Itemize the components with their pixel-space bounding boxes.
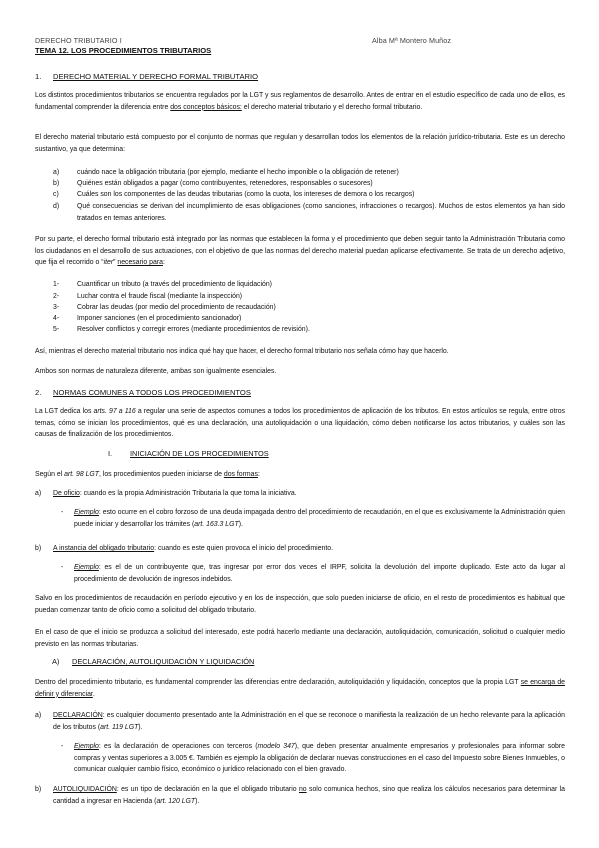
subsection-heading [52, 657, 254, 666]
paragraph: Salvo en los procedimientos de recaudación en período ejecutivo y en los de inspección, que solo pueden iniciarse de oficio, en el resto de procedimientos es habitual que puedan comenzar tanto de oficio como a solicitud del obligado tributario. [35, 595, 565, 614]
subsection-title: DECLARACIÓN, AUTOLIQUIDACIÓN Y LIQUIDACIÓN [72, 657, 255, 666]
paragraph: Dentro del procedimiento tributario, es fundamental comprender las diferencias entre declaración, autoliquidación y liquidación, conceptos que la propia LGT se encarga de definir y diferenciar. [35, 679, 565, 698]
subsection-number: I. [108, 449, 113, 458]
paragraph: Según el art. 98 LGT, los procedimientos pueden iniciarse de dos formas: [35, 471, 260, 478]
paragraph: En el caso de que el inicio se produzca a solicitud del interesado, este podrá hacerlo mediante una declaración, autoliquidación, comunicación, solicitud o cualquier medio previsto en las normas tributarias. [35, 629, 565, 648]
section-1-heading [35, 72, 258, 81]
section-number: 1. [35, 72, 42, 81]
header-course: DERECHO TRIBUTARIO I [35, 36, 122, 45]
paragraph: Por su parte, el derecho formal tributario está integrado por las normas que establecen la forma y el procedimiento que deben seguir tanto la Administración Tributaria como los ciudadanos en el desarrollo de sus actuaciones, con el objetivo de que las normas del derecho material puedan aplicarse efectivamente. Se trata de un derecho adjetivo, que fija el recorrido o “iter” necesario para: [35, 236, 565, 266]
document-page: DERECHO TRIBUTARIO I Alba Mª Montero Muñoz TEMA 12. LOS PROCEDIMIENTOS TRIBUTARIOS 1. DERECHO MATERIAL Y DERECHO FORMAL TRIBUTARIO Los distintos procedimientos tributarios se encuentra regulados por la LGT y sus reglamentos de desarrollo. Antes de entrar en el estudio específico de cada uno de ellos, es fundamental comprender la diferencia entre dos conceptos básicos: el derecho material tributario y el derecho formal tributario. El derecho material tributario está compuesto por el conjunto de normas que regulan y desarrollan todos los elementos de la relación jurídico-tributaria. Este es un derecho sustantivo, ya que determina: a) cuándo nace la obligación tributaria (por ejemplo, mediante el hecho imponible o la obligación de retener) b) Quiénes están obligados a pagar (como contribuyentes, retenedores, responsables o sucesores) c) Cuáles son los componentes de las deudas tributarias (como la cuota, los intereses de demora o los recargos) d) Qué consecuencias se derivan del incumplimiento de esas obligaciones (como sanciones, infracciones o recargos). Muchos de estos elementos ya han sido tratados en temas anteriores. Por su parte, el derecho formal tributario está integrado por las normas que establecen la forma y el procedimiento que deben seguir tanto la Administración Tributaria como los ciudadanos en el desarrollo de sus actuaciones, con el objetivo de que las normas del derecho material puedan aplicarse efectivamente. Se trata de un derecho adjetivo, que fija el recorrido o “iter” necesario para: 1- Cuantificar un tributo (a través del procedimiento de liquidación) 2- Luchar contra el fraude fiscal (mediante la inspección) 3- Cobrar las deudas (por medio del procedimiento de recaudación) 4- Imponer sanciones (en el procedimiento sancionador) 5- Resolver conflictos y corregir errores (mediante procedimientos de revisión). Así, mientras el derecho material tributario nos indica qué hay que hacer, el derecho formal tributario nos señala cómo hay que hacerlo. Ambos son normas de naturaleza diferente, ambas son igualmente esenciales. 2. NORMAS COMUNES A TODOS LOS PROCEDIMIENTOS La LGT dedica los arts. 97 a 116 a regular una serie de aspectos comunes a todos los procedimientos de aplicación de los tributos. En estos artículos se regula, entre otros temas, cómo se inician los procedimientos, qué es una declaración, una autoliquidación o una liquidación, cómo deben notificarse los actos tributarios, y cuáles son las causas de finalización de los procedimientos. I. INICIACIÓN DE LOS PROCEDIMIENTOS Según el art. 98 LGT, los procedimientos pueden iniciarse de dos formas: a) De oficio: cuando es la propia Administración Tributaria la que toma la iniciativa. - Ejemplo: esto ocurre en el cobro forzoso de una deuda impagada dentro del procedimiento de recaudación, en el que es exclusivamente la Administración quien puede iniciar y desarrollar los trámites (art. 163.3 LGT). b) A instancia del obligado tributario: cuando es este quien provoca el inicio del procedimiento. - Ejemplo: es el de un contribuyente que, tras ingresar por error dos veces el IRPF, solicita la devolución del importe duplicado. Este acto da lugar al procedimiento de devolución de ingresos indebidos. Salvo en los procedimientos de recaudación en período ejecutivo y en los de inspección, que solo pueden iniciarse de oficio, en el resto de procedimientos es habitual que puedan comenzar tanto de oficio como a solicitud del obligado tributario. En el caso de que el inicio se produzca a solicitud del interesado, este podrá hacerlo mediante una declaración, autoliquidación, comunicación, solicitud o cualquier medio previsto en las normas tributarias. A) DECLARACIÓN, AUTOLIQUIDACIÓN Y LIQUIDACIÓN Dentro del procedimiento tributario, es fundamental comprender las diferencias entre declaración, autoliquidación y liquidación, conceptos que la propia LGT se encarga de definir y diferenciar. a) DECLARACIÓN: es cualquier documento presentado ante la Administración en el que se reconoce o manifiesta la realización de un hecho relevante para la aplicación de los tributos (art. 119 LGT). - Ejemplo: es la declaración de operaciones con terceros (modelo 347), que deben presentar anualmente empresarios y profesionales para informar sobre compras y ventas superiores a 3.005 €. También es ejemplo la obligación de declarar nuevas construcciones en el caso del Impuesto sobre Bienes Inmuebles, o comunicar cualquier cambio físico, económico o jurídico relacionado con el bien gravado. b) AUTOLIQUIDACIÓN: es un tipo de declaración en la que el obligado tributario no solo comunica hechos, sino que realiza los cálculos necesarios para determinar la cantidad a ingresar en Hacienda (art. 120 LGT). [35, 36, 566, 805]
subsection-number: A) [52, 657, 60, 666]
document-title: TEMA 12. LOS PROCEDIMIENTOS TRIBUTARIOS [35, 46, 212, 55]
header-author: Alba Mª Montero Muñoz [372, 36, 452, 45]
section-title: DERECHO MATERIAL Y DERECHO FORMAL TRIBUTARIO [53, 72, 259, 81]
section-2-heading [35, 388, 251, 397]
section-title: NORMAS COMUNES A TODOS LOS PROCEDIMIENTOS [53, 388, 251, 397]
subsection-heading [108, 449, 269, 458]
subsection-title: INICIACIÓN DE LOS PROCEDIMIENTOS [130, 449, 269, 458]
section-number: 2. [35, 388, 42, 397]
paragraph: La LGT dedica los arts. 97 a 116 a regular una serie de aspectos comunes a todos los procedimientos de aplicación de los tributos. En estos artículos se regula, entre otros temas, cómo se inician los procedimientos, qué es una declaración, una autoliquidación o una liquidación, cómo deben notificarse los actos tributarios, y cuáles son las causas de finalización de los procedimientos. [35, 408, 565, 438]
paragraph: Ambos son normas de naturaleza diferente, ambas son igualmente esenciales. [35, 368, 277, 375]
paragraph: Así, mientras el derecho material tributario nos indica qué hay que hacer, el derecho formal tributario nos señala cómo hay que hacerlo. [35, 348, 449, 355]
paragraph: El derecho material tributario está compuesto por el conjunto de normas que regulan y desarrollan todos los elementos de la relación jurídico-tributaria. Este es un derecho sustantivo, ya que determina: [35, 134, 565, 153]
paragraph: Los distintos procedimientos tributarios se encuentra regulados por la LGT y sus reglamentos de desarrollo. Antes de entrar en el estudio específico de cada uno de ellos, es fundamental comprender la diferencia entre dos conceptos básicos: el derecho material tributario y el derecho formal tributario. [35, 92, 565, 111]
